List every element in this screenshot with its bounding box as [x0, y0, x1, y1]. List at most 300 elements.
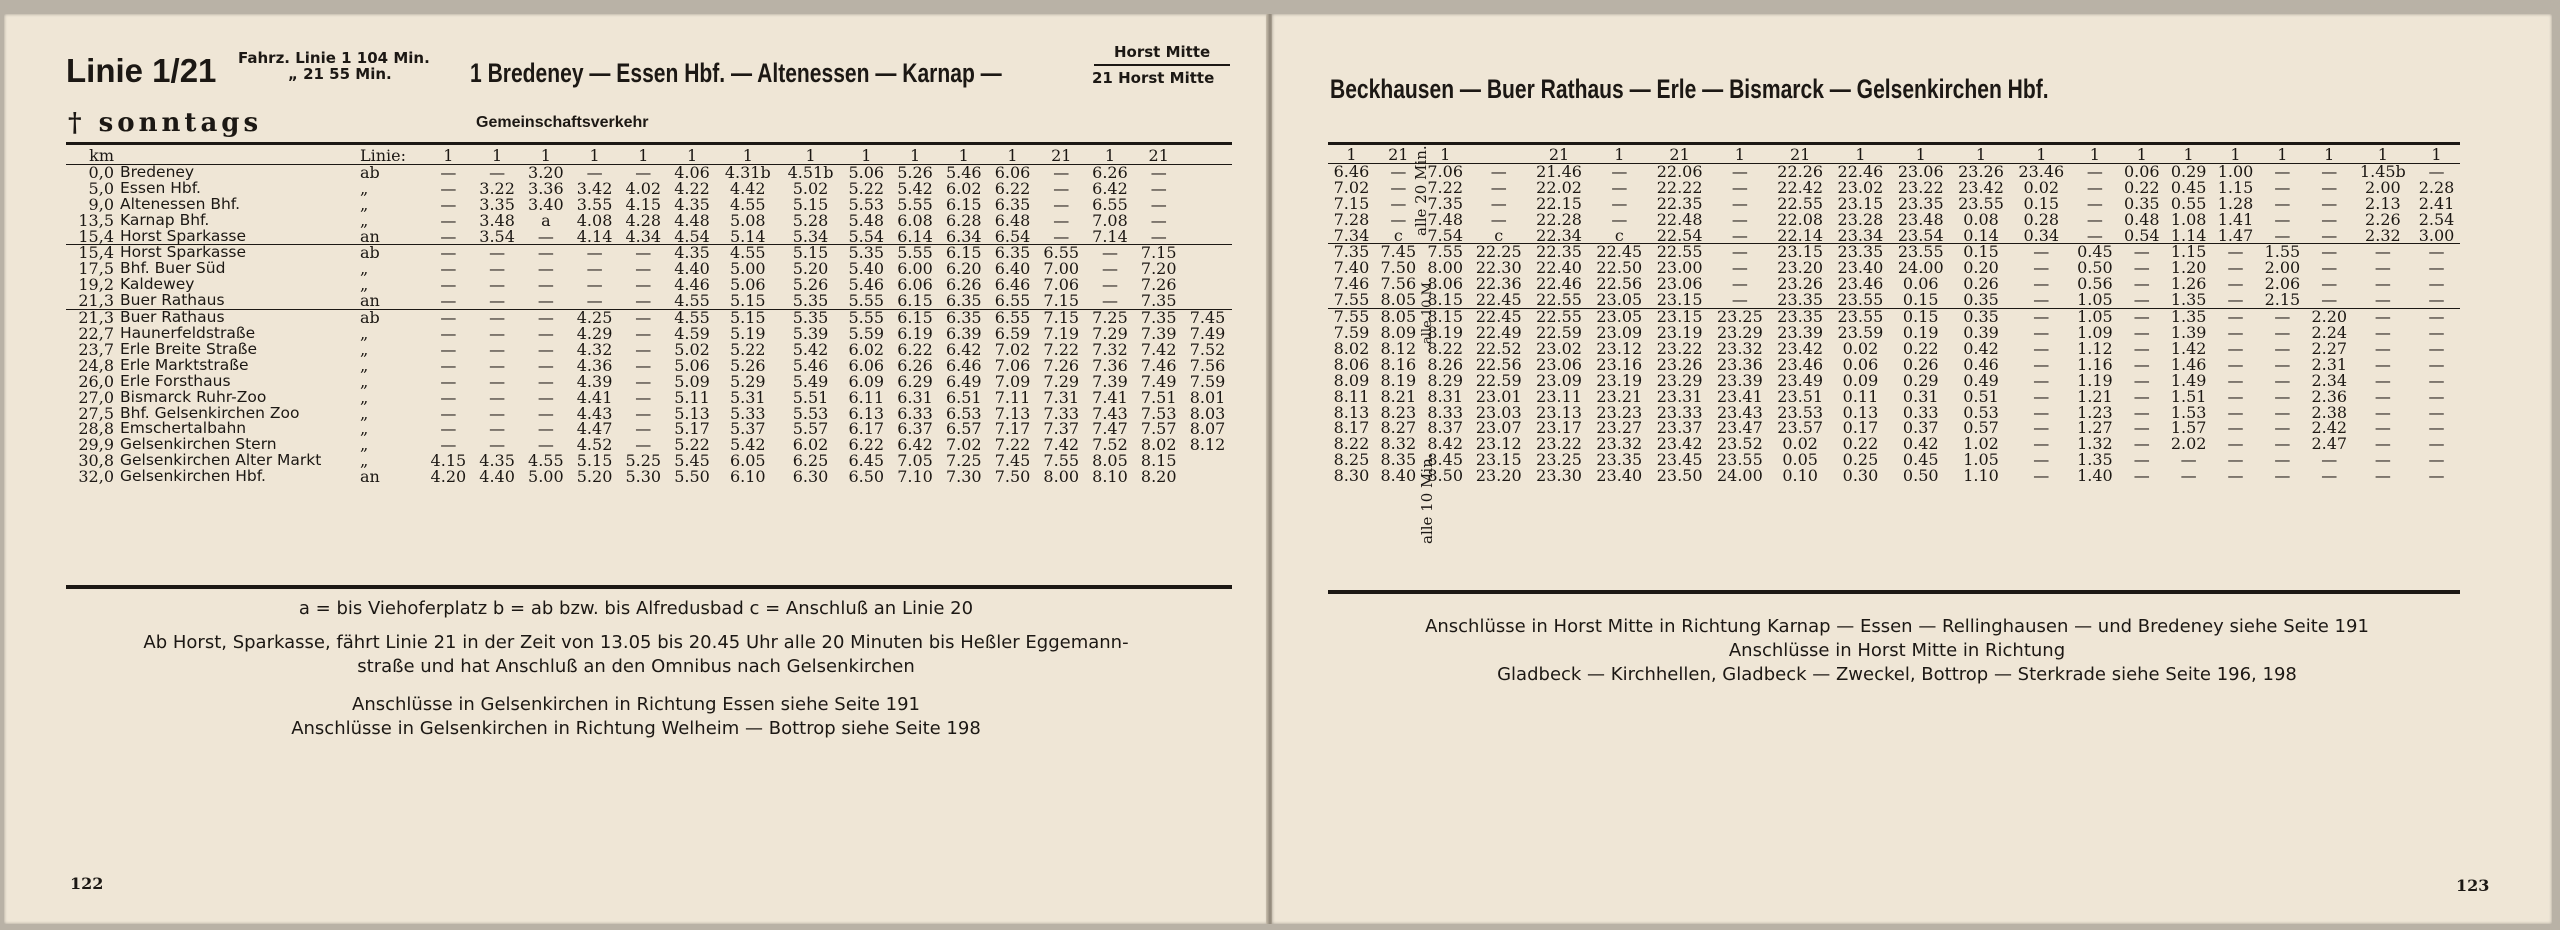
km-header: km	[89, 146, 114, 165]
time-cell: 8.15	[1427, 290, 1463, 310]
time-cell: 5.28	[792, 210, 829, 230]
time-cell: 5.02	[674, 339, 710, 359]
time-cell: 22.26	[1777, 161, 1824, 181]
time-cell: 22.35	[1536, 242, 1582, 262]
top-rule	[66, 142, 1232, 145]
time-cell: —	[2321, 258, 2338, 278]
time-cell: 23.25	[1536, 450, 1582, 470]
arrival-departure: „	[360, 451, 369, 471]
time-cell: 0.22	[1902, 338, 1939, 358]
time-cell: 1.10	[1963, 466, 1999, 486]
time-cell: —	[537, 226, 554, 246]
time-cell: 22.46	[1536, 274, 1582, 294]
station-name: Buer Rathaus	[120, 308, 225, 327]
time-cell: 8.45	[1427, 450, 1463, 470]
time-cell: a	[541, 210, 551, 230]
time-cell: 0.33	[1902, 402, 1939, 422]
time-cell: 5.33	[729, 403, 766, 423]
time-cell: —	[2274, 161, 2291, 181]
time-cell: —	[2086, 193, 2103, 213]
time-cell: 6.28	[945, 210, 982, 230]
time-cell: 5.00	[729, 259, 766, 279]
time-cell: 22.08	[1777, 209, 1824, 229]
time-cell: 23.42	[1958, 177, 2004, 197]
time-cell: —	[2321, 466, 2338, 486]
time-cell: —	[2033, 450, 2050, 470]
time-cell: 1.05	[1963, 450, 1999, 470]
time-cell: 1.35	[2077, 450, 2113, 470]
time-cell: 1.27	[2077, 418, 2113, 438]
time-cell: —	[537, 323, 554, 343]
time-cell: 8.12	[1189, 435, 1226, 455]
time-cell: —	[440, 371, 457, 391]
time-cell: 5.08	[729, 210, 766, 230]
time-cell: 2.47	[2311, 434, 2348, 454]
time-cell: 8.42	[1427, 434, 1463, 454]
note-essen: Anschlüsse in Gelsenkirchen in Richtung Essen siehe Seite 191	[352, 694, 920, 715]
time-cell: —	[2033, 274, 2050, 294]
time-cell: 23.32	[1716, 338, 1763, 358]
time-cell: 22.45	[1475, 290, 1522, 310]
time-cell: 5.59	[848, 323, 885, 343]
time-cell: —	[440, 387, 457, 407]
time-cell: 22.15	[1536, 193, 1582, 213]
time-cell: 8.21	[1380, 386, 1417, 406]
time-cell: 8.02	[1140, 435, 1177, 455]
time-cell: 1.20	[2170, 258, 2207, 278]
time-cell: 6.57	[945, 419, 982, 439]
time-cell: —	[2274, 307, 2291, 327]
time-cell: 7.33	[1043, 403, 1080, 423]
time-cell: —	[2274, 402, 2291, 422]
time-cell: 23.40	[1596, 466, 1643, 486]
time-cell: 4.55	[528, 451, 564, 471]
time-cell: 4.40	[479, 467, 515, 487]
time-cell: 22.45	[1596, 242, 1643, 262]
time-cell: 0.15	[1902, 290, 1939, 310]
time-cell: 5.55	[848, 308, 885, 328]
time-cell: 5.55	[897, 194, 933, 214]
time-cell: 6.53	[945, 403, 982, 423]
time-cell: 23.53	[1777, 402, 1824, 422]
time-cell: 5.46	[945, 162, 982, 182]
page-number-left: 122	[70, 874, 104, 893]
arrival-departure: „	[360, 403, 369, 423]
time-cell: 8.10	[1092, 467, 1128, 487]
time-cell: 23.29	[1716, 322, 1763, 342]
time-cell: —	[2133, 450, 2150, 470]
station-name: Horst Sparkasse	[120, 243, 247, 262]
time-cell: 8.22	[1427, 338, 1463, 358]
time-cell: —	[489, 323, 506, 343]
time-cell: —	[1731, 161, 1748, 181]
time-cell: 7.20	[1140, 259, 1177, 279]
time-cell: —	[489, 355, 506, 375]
time-cell: 0.08	[1963, 209, 1999, 229]
time-cell: —	[2374, 338, 2391, 358]
time-cell: —	[1053, 226, 1070, 246]
time-cell: —	[2133, 322, 2150, 342]
time-cell: 6.35	[945, 308, 982, 328]
time-cell: 23.35	[1897, 193, 1944, 213]
linie-number: 1	[1855, 145, 1866, 164]
time-cell: 1.19	[2077, 370, 2113, 390]
arrival-departure: „	[360, 371, 369, 391]
time-cell: 6.34	[945, 226, 982, 246]
time-cell: —	[2428, 418, 2445, 438]
time-cell: 5.06	[674, 355, 710, 375]
time-cell: 23.51	[1777, 386, 1824, 406]
time-cell: 6.29	[897, 371, 933, 391]
time-cell: —	[2227, 466, 2244, 486]
time-cell: 8.20	[1140, 467, 1177, 487]
time-cell: 6.42	[897, 435, 933, 455]
time-cell: 7.42	[1140, 339, 1177, 359]
time-cell: 22.48	[1656, 209, 1703, 229]
time-cell: —	[1490, 161, 1507, 181]
station-name: Bhf. Gelsenkirchen Zoo	[120, 403, 300, 422]
time-cell: 7.15	[1043, 308, 1080, 328]
time-cell: 6.08	[897, 210, 933, 230]
time-cell: —	[440, 178, 457, 198]
time-cell: 23.43	[1716, 402, 1763, 422]
linie-number: 1	[2136, 145, 2147, 164]
time-cell: 0.26	[1902, 354, 1939, 374]
station-name: Karnap Bhf.	[120, 210, 210, 229]
time-cell: 23.09	[1536, 370, 1582, 390]
time-cell: —	[2033, 338, 2050, 358]
time-cell: 23.20	[1777, 258, 1824, 278]
time-cell: 7.53	[1140, 403, 1177, 423]
time-cell: 0.45	[2170, 177, 2207, 197]
time-cell: 8.09	[1333, 370, 1370, 390]
time-cell: 7.02	[945, 435, 982, 455]
time-cell: 22.06	[1656, 161, 1703, 181]
time-cell: 3.36	[528, 178, 564, 198]
time-cell: —	[635, 339, 652, 359]
time-cell: —	[2033, 402, 2050, 422]
time-cell: 8.11	[1333, 386, 1370, 406]
time-cell: —	[2274, 370, 2291, 390]
time-cell: 5.45	[674, 451, 710, 471]
time-cell: 23.41	[1716, 386, 1763, 406]
arrival-departure: „	[360, 435, 369, 455]
time-cell: 0.22	[2123, 177, 2160, 197]
time-cell: —	[2374, 402, 2391, 422]
time-cell: —	[2374, 370, 2391, 390]
time-cell: 0.28	[2023, 209, 2060, 229]
time-cell: 7.35	[1140, 308, 1177, 328]
time-cell: 7.51	[1140, 387, 1177, 407]
time-cell: 7.59	[1333, 322, 1370, 342]
time-cell: 7.22	[1427, 177, 1463, 197]
linie-number: 1	[1346, 145, 1357, 164]
time-cell: 5.13	[674, 403, 710, 423]
time-cell: 23.05	[1596, 307, 1643, 327]
time-cell: 0.25	[1842, 450, 1879, 470]
time-cell: —	[586, 259, 603, 279]
linie-number: 1	[2431, 145, 2442, 164]
time-cell: 7.15	[1333, 193, 1370, 213]
time-cell: —	[2133, 370, 2150, 390]
time-cell: 5.35	[792, 308, 829, 328]
linie-number: 1	[2377, 145, 2388, 164]
time-cell: 7.49	[1140, 371, 1177, 391]
linie-number: 1	[1614, 145, 1625, 164]
time-cell: —	[2428, 402, 2445, 422]
time-cell: —	[2274, 209, 2291, 229]
time-cell: —	[1390, 161, 1407, 181]
time-cell: 7.15	[1140, 243, 1177, 263]
time-cell: 7.14	[1092, 226, 1128, 246]
time-cell: —	[1731, 274, 1748, 294]
time-cell: 7.46	[1333, 274, 1370, 294]
time-cell: 7.10	[897, 467, 933, 487]
time-cell: 6.42	[945, 339, 982, 359]
time-cell: —	[2374, 354, 2391, 374]
time-cell: 5.06	[729, 275, 766, 295]
time-cell: 23.22	[1897, 177, 1944, 197]
km-value: 5,0	[88, 178, 114, 198]
time-cell: 7.42	[1043, 435, 1080, 455]
time-cell: —	[2227, 450, 2244, 470]
time-cell: —	[2374, 386, 2391, 406]
time-cell: 5.26	[729, 355, 766, 375]
time-cell: 5.49	[792, 371, 829, 391]
time-cell: 3.42	[576, 178, 613, 198]
time-cell: 23.11	[1536, 386, 1582, 406]
time-cell: 7.40	[1333, 258, 1370, 278]
time-cell: —	[2321, 450, 2338, 470]
station-name: Essen Hbf.	[120, 178, 201, 197]
time-cell: c	[1494, 225, 1504, 245]
time-cell: 1.12	[2077, 338, 2113, 358]
time-cell: 1.23	[2077, 402, 2113, 422]
km-value: 27,0	[78, 387, 114, 407]
time-cell: 0.50	[1902, 466, 1939, 486]
time-cell: 23.15	[1777, 242, 1824, 262]
time-cell: 0.17	[1842, 418, 1879, 438]
time-cell: —	[440, 435, 457, 455]
time-cell: 2.20	[2311, 307, 2348, 327]
time-cell: 5.15	[792, 194, 829, 214]
time-cell: 23.22	[1536, 434, 1582, 454]
time-cell: —	[1731, 193, 1748, 213]
time-cell: 7.25	[945, 451, 982, 471]
arrival-departure: ab	[360, 162, 380, 182]
time-cell: —	[635, 243, 652, 263]
time-cell: 23.00	[1656, 258, 1703, 278]
table-row	[66, 469, 1232, 485]
time-cell: 6.20	[945, 259, 982, 279]
time-cell: 22.59	[1536, 322, 1582, 342]
time-cell: —	[2274, 322, 2291, 342]
time-cell: 23.59	[1837, 322, 1884, 342]
time-cell: 7.11	[994, 387, 1031, 407]
time-cell: 22.56	[1596, 274, 1643, 294]
time-cell: 5.54	[848, 226, 885, 246]
time-cell: 4.43	[576, 403, 613, 423]
time-cell: —	[2133, 354, 2150, 374]
time-cell: 1.26	[2170, 274, 2207, 294]
time-cell: 7.49	[1189, 323, 1226, 343]
time-cell: 22.56	[1475, 354, 1522, 374]
time-cell: 0.14	[1963, 225, 1999, 245]
time-cell: —	[440, 419, 457, 439]
linie-number: 21	[1669, 145, 1690, 164]
time-cell: —	[586, 291, 603, 311]
time-cell: 7.39	[1092, 371, 1128, 391]
time-cell: 23.46	[1777, 354, 1824, 374]
time-cell: 0.50	[2077, 258, 2113, 278]
time-cell: 5.14	[729, 226, 766, 246]
time-cell: 7.45	[1380, 242, 1417, 262]
time-cell: 6.25	[792, 451, 829, 471]
time-cell: —	[2227, 370, 2244, 390]
time-cell: —	[1731, 258, 1748, 278]
time-cell: 4.28	[625, 210, 662, 230]
time-cell: 0.05	[1782, 450, 1818, 470]
time-cell: —	[2321, 161, 2338, 181]
time-cell: 7.52	[1092, 435, 1128, 455]
time-cell: 6.45	[848, 451, 885, 471]
time-cell: 6.39	[945, 323, 982, 343]
time-cell: 1.40	[2077, 466, 2113, 486]
time-cell: —	[440, 355, 457, 375]
time-cell: 7.19	[1043, 323, 1080, 343]
time-cell: 0.51	[1963, 386, 1999, 406]
note-gladbeck: Gladbeck — Kirchhellen, Gladbeck — Zweckel, Bottrop — Sterkrade siehe Seite 196, 198	[1497, 664, 2297, 685]
time-cell: —	[2274, 386, 2291, 406]
time-cell: 6.48	[994, 210, 1031, 230]
time-cell: 22.55	[1536, 290, 1582, 310]
time-cell: 8.35	[1380, 450, 1417, 470]
time-cell: 0.06	[2123, 161, 2160, 181]
time-cell: 5.48	[848, 210, 885, 230]
time-cell: 1.09	[2077, 322, 2113, 342]
time-cell: —	[586, 162, 603, 182]
time-cell: 0.56	[2077, 274, 2113, 294]
note-karnap: Anschlüsse in Horst Mitte in Richtung Karnap — Essen — Rellinghausen — und Bredeney siehe Seite 191	[1425, 616, 2369, 637]
time-cell: 22.45	[1475, 307, 1522, 327]
time-cell: 5.34	[792, 226, 829, 246]
linie-number: 1	[1734, 145, 1745, 164]
km-value: 26,0	[78, 371, 114, 391]
note-horst-2: straße und hat Anschluß an den Omnibus nach Gelsenkirchen	[357, 656, 915, 677]
time-cell: 23.55	[1716, 450, 1763, 470]
route-heading: 1 Bredeney — Essen Hbf. — Altenessen — Karnap —	[470, 58, 1002, 88]
time-cell: 22.35	[1656, 193, 1703, 213]
time-cell: —	[2428, 338, 2445, 358]
time-cell: 6.26	[897, 355, 933, 375]
time-cell: 1.32	[2077, 434, 2113, 454]
time-cell: —	[1390, 209, 1407, 229]
time-cell: —	[537, 403, 554, 423]
time-cell: 0.06	[1902, 274, 1939, 294]
time-cell: 23.07	[1475, 418, 1522, 438]
arrival-departure: „	[360, 194, 369, 214]
time-cell: 1.28	[2217, 193, 2254, 213]
time-cell: 0.48	[2123, 209, 2160, 229]
time-cell: —	[1101, 275, 1118, 295]
time-cell: —	[537, 243, 554, 263]
time-cell: 7.35	[1333, 242, 1370, 262]
time-cell: —	[2033, 386, 2050, 406]
time-cell: 5.42	[792, 339, 829, 359]
time-cell: 22.55	[1777, 193, 1824, 213]
time-cell: 5.53	[848, 194, 885, 214]
time-cell: 3.54	[479, 226, 515, 246]
time-cell: —	[2321, 274, 2338, 294]
time-cell: 1.15	[2217, 177, 2254, 197]
time-cell: —	[2374, 434, 2391, 454]
time-cell: 21.46	[1536, 161, 1582, 181]
time-cell: 7.13	[994, 403, 1031, 423]
time-cell: 0.45	[2077, 242, 2113, 262]
time-cell: 6.06	[897, 275, 933, 295]
time-cell: 5.20	[792, 259, 829, 279]
time-cell: 23.55	[1958, 193, 2004, 213]
time-cell: 2.27	[2311, 338, 2348, 358]
time-cell: 23.35	[1837, 242, 1884, 262]
time-cell: —	[2374, 322, 2391, 342]
time-cell: 6.35	[945, 291, 982, 311]
time-cell: —	[2428, 242, 2445, 262]
time-cell: 6.51	[945, 387, 982, 407]
arrival-departure: an	[360, 467, 380, 487]
station-name: Bhf. Buer Süd	[120, 259, 226, 278]
time-cell: 5.51	[792, 387, 829, 407]
time-cell: —	[2227, 354, 2244, 374]
time-cell: 7.00	[1043, 259, 1080, 279]
time-cell: 8.50	[1427, 466, 1463, 486]
page-number-right: 123	[2456, 876, 2490, 895]
top-rule-right	[1328, 142, 2460, 145]
linie-number: 21	[1548, 145, 1570, 164]
time-cell: —	[1611, 193, 1628, 213]
gemeinschaftsverkehr-label: Gemeinschaftsverkehr	[476, 114, 649, 131]
time-cell: —	[1053, 178, 1070, 198]
time-cell: —	[1101, 259, 1118, 279]
time-cell: 6.02	[792, 435, 829, 455]
time-cell: 7.50	[994, 467, 1031, 487]
time-cell: —	[2428, 161, 2445, 181]
time-cell: —	[2133, 307, 2150, 327]
time-cell: 23.15	[1837, 193, 1884, 213]
time-cell: —	[489, 435, 506, 455]
time-cell: —	[586, 243, 603, 263]
time-cell: 23.15	[1656, 290, 1703, 310]
time-cell: c	[1393, 225, 1403, 245]
time-cell: 6.33	[897, 403, 933, 423]
time-cell: —	[2274, 338, 2291, 358]
time-cell: —	[1611, 209, 1628, 229]
time-cell: —	[2321, 209, 2338, 229]
station-name: Erle Marktstraße	[120, 355, 249, 374]
time-cell: 6.11	[848, 387, 885, 407]
time-cell: 7.45	[994, 451, 1031, 471]
time-cell: 6.05	[729, 451, 766, 471]
time-cell: 5.11	[674, 387, 710, 407]
linie-number: 1	[2036, 145, 2047, 164]
time-cell: —	[2133, 290, 2150, 310]
time-cell: —	[2227, 386, 2244, 406]
time-cell: 6.22	[848, 435, 885, 455]
time-cell: —	[635, 275, 652, 295]
time-cell: —	[2374, 274, 2391, 294]
time-cell: —	[2227, 290, 2244, 310]
time-cell: 4.55	[674, 308, 710, 328]
